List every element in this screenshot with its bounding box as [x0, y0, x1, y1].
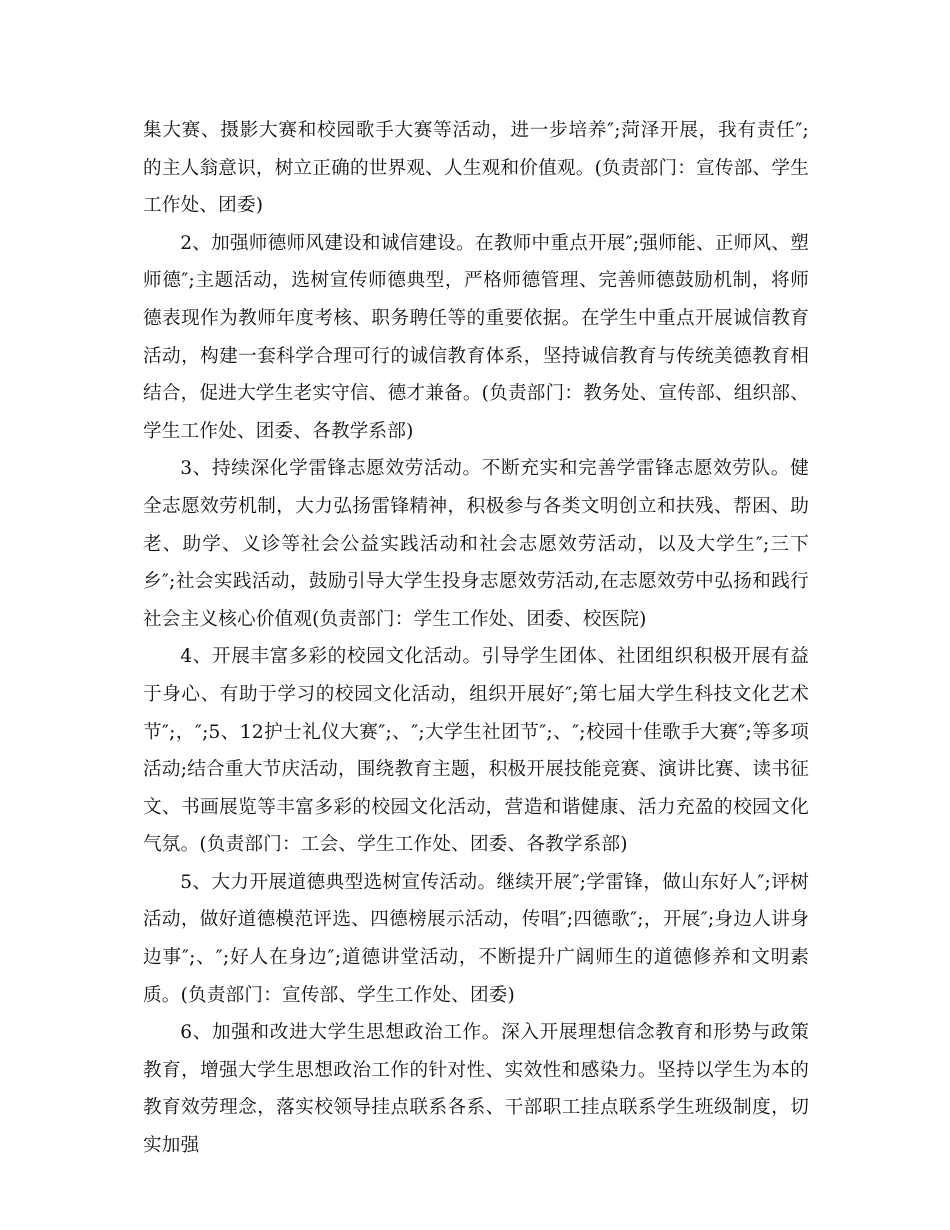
paragraph-item-5: 5、大力开展道德典型选树宣传活动。继续开展″;学雷锋，做山东好人″;评树活动，做好道德模范评选、四德榜展示活动，传唱″;四德歌″;，开展″;身边人讲身边事″;、″;好人在身边″;道德讲堂活动，不断提升广阔师生的道德修养和文明素质。(负责部门：宣传部、学生工作处、团委)	[143, 871, 809, 1006]
paragraph-item-6: 6、加强和改进大学生思想政治工作。深入开展理想信念教育和形势与政策教育，增强大学生思想政治工作的针对性、实效性和感染力。坚持以学生为本的教育效劳理念，落实校领导挂点联系各系、干部职工挂点联系学生班级制度，切实加强	[143, 1022, 809, 1157]
document-body	[143, 112, 809, 1165]
paragraph-item-2: 2、加强师德师风建设和诚信建设。在教师中重点开展″;强师能、正师风、塑师德″;主题活动，选树宣传师德典型，严格师德管理、完善师德鼓励机制，将师德表现作为教师年度考核、职务聘任等的重要依据。在学生中重点开展诚信教育活动，构建一套科学合理可行的诚信教育体系，坚持诚信教育与传统美德教育相结合，促进大学生老实守信、德才兼备。(负责部门：教务处、宣传部、组织部、学生工作处、团委、各教学系部)	[143, 232, 809, 442]
paragraph-item-4: 4、开展丰富多彩的校园文化活动。引导学生团体、社团组织积极开展有益于身心、有助于学习的校园文化活动，组织开展好″;第七届大学生科技文化艺术节″;，″;5、12护士礼仪大赛″;、″;大学生社团节″;、″;校园十佳歌手大赛″;等多项活动;结合重大节庆活动，围绕教育主题，积极开展技能竞赛、演讲比赛、读书征文、书画展览等丰富多彩的校园文化活动，营造和谐健康、活力充盈的校园文化气氛。(负责部门：工会、学生工作处、团委、各教学系部)	[143, 646, 809, 856]
paragraph-continuation: 集大赛、摄影大赛和校园歌手大赛等活动，进一步培养″;菏泽开展，我有责任″;的主人翁意识，树立正确的世界观、人生观和价值观。(负责部门：宣传部、学生工作处、团委)	[143, 120, 809, 217]
paragraph-item-3: 3、持续深化学雷锋志愿效劳活动。不断充实和完善学雷锋志愿效劳队。健全志愿效劳机制，大力弘扬雷锋精神，积极参与各类文明创立和扶残、帮困、助老、助学、义诊等社会公益实践活动和社会志愿效劳活动，以及大学生″;三下乡″;社会实践活动，鼓励引导大学生投身志愿效劳活动,在志愿效劳中弘扬和践行社会主义核心价值观(负责部门：学生工作处、团委、校医院)	[143, 458, 809, 630]
